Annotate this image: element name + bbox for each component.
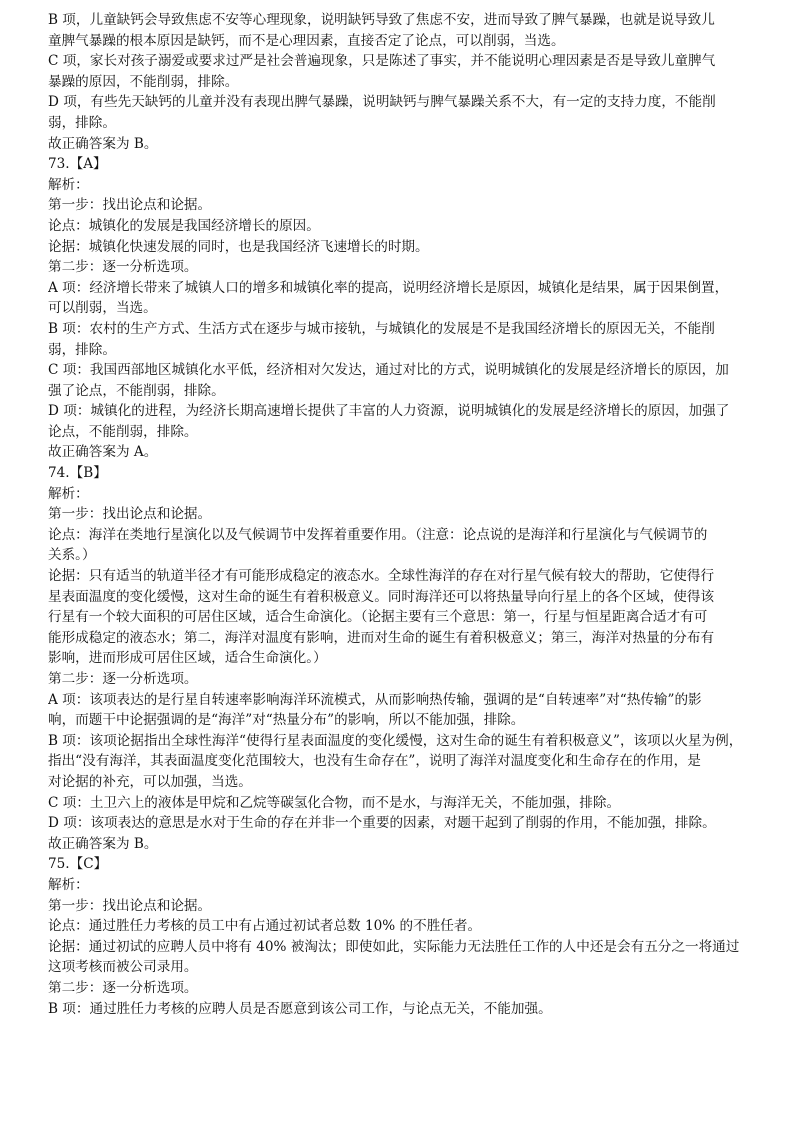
answer-line: 故正确答案为 A。	[48, 444, 158, 461]
step-line: 第一步：找出论点和论据。	[48, 897, 212, 914]
text-line: 行星有一个较大面积的可居住区域，适合生命演化。（论据主要有三个意思：第一，行星与恒星距离合适才有可	[48, 609, 708, 626]
step-line: 第一步：找出论点和论据。	[48, 197, 212, 214]
text-line: 这项考核而被公司录用。	[48, 959, 198, 976]
text-line: 论点：通过胜任力考核的员工中有占通过初试者总数 10% 的不胜任者。	[48, 918, 482, 935]
section-label: 解析：	[48, 176, 89, 193]
answer-line: 故正确答案为 B。	[48, 835, 158, 852]
text-line: 对论据的补充，可以加强，当选。	[48, 773, 252, 790]
text-line: 关系。）	[48, 547, 96, 564]
text-line: 可以削弱，当选。	[48, 300, 157, 317]
step-line: 第二步：逐一分析选项。	[48, 671, 198, 687]
text-line: 强了论点，不能削弱，排除。	[48, 382, 225, 399]
text-line: 童脾气暴躁的根本原因是缺钙，而不是心理因素，直接否定了论点，可以削弱，当选。	[48, 32, 565, 49]
text-line: 能形成稳定的液态水；第二，海洋对温度有影响，进而对生命的诞生有着积极意义；第三，海洋对热量的分布有	[48, 629, 715, 646]
section-label: 解析：	[48, 876, 89, 893]
text-line: B 项：通过胜任力考核的应聘人员是否愿意到该公司工作，与论点无关，不能加强。	[48, 1000, 552, 1017]
text-line: D 项：城镇化的进程，为经济长期高速增长提供了丰富的人力资源，说明城镇化的发展是经济增长的原因，加强了	[48, 403, 730, 420]
text-line: C 项：土卫六上的液体是甲烷和乙烷等碳氢化合物，而不是水，与海洋无关，不能加强，排除。	[48, 794, 621, 811]
step-line: 第二步：逐一分析选项。	[48, 979, 198, 996]
text-line: 响，而题干中论据强调的是“海洋”对“热量分布”的影响，所以不能加强，排除。	[48, 712, 525, 729]
text-line: 论点，不能削弱，排除。	[48, 423, 198, 440]
text-line: B 项：农村的生产方式、生活方式在逐步与城市接轨，与城镇化的发展是不是我国经济增长的原因无关，不能削	[48, 320, 715, 337]
text-line: 弱，排除。	[48, 341, 116, 358]
answer-line: 故正确答案为 B。	[48, 135, 158, 152]
text-line: B 项，儿童缺钙会导致焦虑不安等心理现象，说明缺钙导致了焦虑不安，进而导致了脾气暴躁，也就是说导致儿	[48, 12, 715, 28]
document-page	[48, 10, 756, 1019]
question-number: 74.【B】	[48, 465, 107, 482]
step-line: 第一步：找出论点和论据。	[48, 506, 212, 523]
step-line: 第二步：逐一分析选项。	[48, 259, 198, 276]
question-number: 75.【C】	[48, 856, 108, 873]
text-line: A 项：经济增长带来了城镇人口的增多和城镇化率的提高，说明经济增长是原因，城镇化是结果，属于因果倒置，	[48, 279, 729, 296]
text-line: C 项：我国西部地区城镇化水平低，经济相对欠发达，通过对比的方式，说明城镇化的发展是经济增长的原因，加	[48, 362, 729, 379]
text-line: 论据：只有适当的轨道半径才有可能形成稳定的液态水。全球性海洋的存在对行星气候有较大的帮助，它使得行	[48, 568, 715, 585]
text-line: 论据：城镇化快速发展的同时，也是我国经济飞速增长的时期。	[48, 238, 429, 255]
text-line: 论点：海洋在类地行星演化以及气候调节中发挥着重要作用。（注意：论点说的是海洋和行星演化与气候调节的	[48, 526, 708, 543]
text-line: A 项：该项表达的是行星自转速率影响海洋环流模式，从而影响热传输，强调的是“自转速率”对“热传输”的影	[48, 691, 702, 708]
question-number: 73.【A】	[48, 156, 107, 173]
text-line: 论点：城镇化的发展是我国经济增长的原因。	[48, 217, 320, 234]
section-label: 解析：	[48, 485, 89, 502]
text-line: 影响，进而形成可居住区域，适合生命演化。）	[48, 650, 327, 667]
text-line: D 项：该项表达的意思是水对于生命的存在并非一个重要的因素，对题干起到了削弱的作用，不能加强，排除。	[48, 815, 716, 832]
text-line: 星表面温度的变化缓慢，这对生命的诞生有着积极意义。同时海洋还可以将热量导向行星上的各个区域，使得该	[48, 588, 715, 605]
text-line: 弱，排除。	[48, 114, 116, 131]
text-line: D 项，有些先天缺钙的儿童并没有表现出脾气暴躁，说明缺钙与脾气暴躁关系不大，有一定的支持力度，不能削	[48, 94, 716, 111]
text-line: C 项，家长对孩子溺爱或要求过严是社会普遍现象，只是陈述了事实，并不能说明心理因素是否是导致儿童脾气	[48, 53, 716, 70]
text-line: 论据：通过初试的应聘人员中将有 40% 被淘汰；即使如此，实际能力无法胜任工作的人中还是会有五分之一将通过	[48, 938, 740, 955]
text-line: B 项：该项论据指出全球性海洋“使得行星表面温度的变化缓慢，这对生命的诞生有着积极意义”，该项以火星为例，	[48, 732, 743, 749]
text-line: 指出“没有海洋，其表面温度变化范围较大，也没有生命存在”，说明了海洋对温度变化和生命存在的作用，是	[48, 753, 701, 770]
text-line: 暴躁的原因，不能削弱，排除。	[48, 73, 239, 90]
